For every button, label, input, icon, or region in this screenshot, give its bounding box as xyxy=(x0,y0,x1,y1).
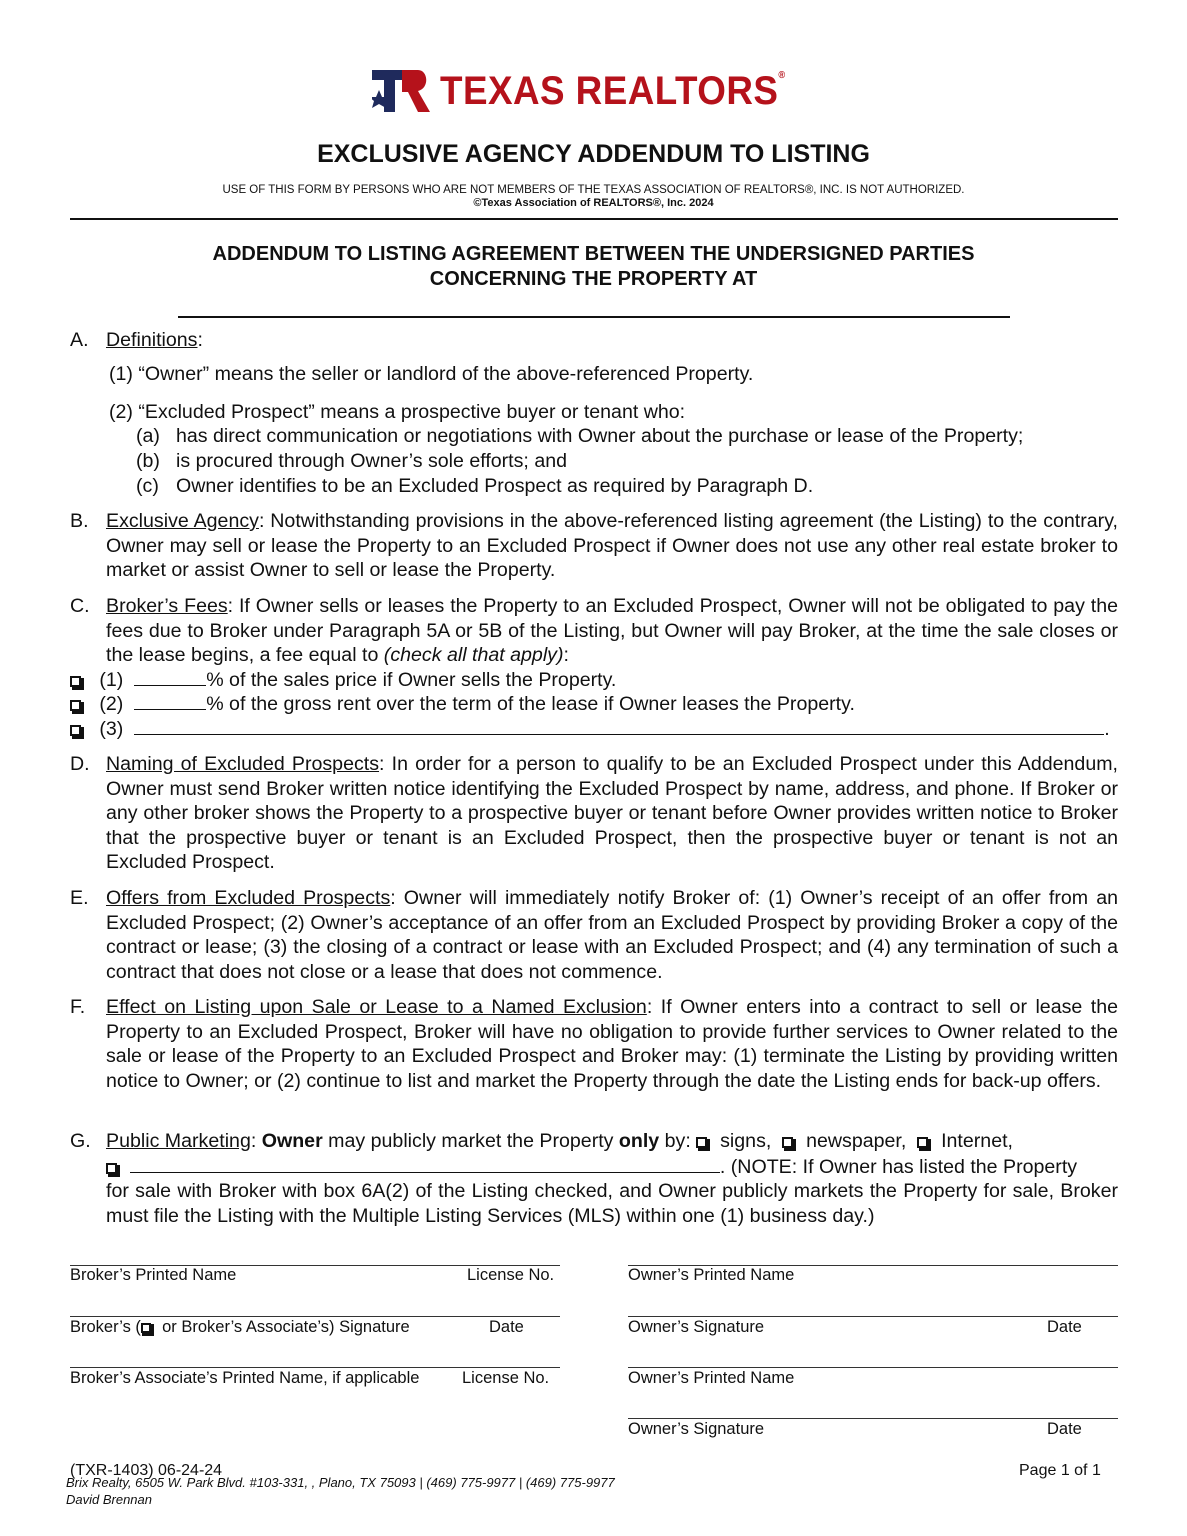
brokers-printed-name-label: Broker’s Printed Name xyxy=(70,1266,237,1284)
definition-sub-c: (c) Owner identifies to be an Excluded Prospect as required by Paragraph D. xyxy=(136,475,814,497)
fee-option-3-checkbox[interactable] xyxy=(70,725,81,736)
section-b xyxy=(70,509,1118,583)
other-marketing-checkbox[interactable] xyxy=(106,1163,117,1174)
date-label: Date xyxy=(489,1318,524,1336)
section-e xyxy=(70,886,1118,984)
section-heading: Exclusive Agency xyxy=(106,510,259,532)
section-heading: Effect on Listing upon Sale or Lease to a Named Exclusion xyxy=(106,996,647,1018)
section-letter: D. xyxy=(70,753,90,775)
section-heading: Naming of Excluded Prospects xyxy=(106,753,380,775)
fee-option-2: (2) % of the gross rent over the term of the lease if Owner leases the Property. xyxy=(70,691,855,717)
owners-signature-line[interactable] xyxy=(628,1316,1118,1317)
texas-realtors-logo xyxy=(0,68,1187,114)
brokers-signature-line[interactable] xyxy=(70,1316,560,1317)
section-text: : In order for a person to qualify to be an Excluded Prospect under this Addendum, Owner must send Broker written notice identifying the Excluded Prospect by name, address, and phone. If Broker or any other broker shows the Property to a prospective buyer or tenant before Owner provides written notice to Broker that the prospective buyer or tenant is an Excluded Prospect, then the prospective buyer or tenant is not an Excluded Prospect. xyxy=(106,753,1118,874)
other-marketing-field[interactable] xyxy=(130,1154,720,1173)
fee-option-2-checkbox[interactable] xyxy=(70,700,81,711)
signs-checkbox[interactable] xyxy=(696,1137,707,1148)
usage-notice-text: USE OF THIS FORM BY PERSONS WHO ARE NOT MEMBERS OF THE TEXAS ASSOCIATION OF REALTORS®, INC. IS NOT AUTHORIZED. xyxy=(222,184,965,196)
form-title: EXCLUSIVE AGENCY ADDENDUM TO LISTING xyxy=(317,140,870,168)
header-rule xyxy=(70,218,1118,220)
subtitle-line-1: ADDENDUM TO LISTING AGREEMENT BETWEEN THE UNDERSIGNED PARTIES xyxy=(212,243,975,265)
owners-signature-line[interactable] xyxy=(628,1418,1118,1419)
definition-sub-b: (b) is procured through Owner’s sole efforts; and xyxy=(136,450,568,472)
owners-signature-label: Owner’s Signature xyxy=(628,1318,765,1336)
section-heading: Definitions xyxy=(106,329,198,351)
owners-printed-name-label: Owner’s Printed Name xyxy=(628,1369,795,1387)
usage-notice xyxy=(0,184,1187,210)
tr-logo-icon xyxy=(372,68,432,114)
section-a: A. Definitions: xyxy=(70,329,203,351)
section-text: : If Owner enters into a contract to sell or lease the Property to an Excluded Prospect, Broker will have no obligation to provide further services to Owner related to the sale or lease of the Property to an Excluded Prospect and Broker may: (1) terminate the Listing by providing written notice to Owner; or (2) continue to list and market the Property through the date the Listing ends for back-up offers. xyxy=(106,996,1119,1092)
owners-printed-name-line[interactable] xyxy=(628,1367,1118,1368)
section-g-note: for sale with Broker with box 6A(2) of the Listing checked, and Owner publicly markets the Property for sale, Broker must file the Listing with the Multiple Listing Services (MLS) within one (1) business day.) xyxy=(106,1180,1118,1227)
associate-signature-checkbox[interactable] xyxy=(141,1323,151,1333)
associate-printed-name-line[interactable] xyxy=(70,1367,560,1368)
section-g-line-2: . (NOTE: If Owner has listed the Property xyxy=(106,1154,1118,1180)
definition-owner: (1) “Owner” means the seller or landlord of the above-referenced Property. xyxy=(109,363,754,385)
section-text: : If Owner sells or leases the Property to an Excluded Prospect, Owner will not be obligated to pay the fees due to Broker under Paragraph 5A or 5B of the Listing, but Owner will pay Broker, at the time the sale closes or the lease begins, a fee equal to xyxy=(106,595,1118,667)
fee-option-3: (3) . xyxy=(70,716,1110,742)
form-id: (TXR-1403) 06-24-24 xyxy=(70,1462,223,1479)
date-label: Date xyxy=(1047,1420,1082,1438)
section-letter: G. xyxy=(70,1130,91,1152)
license-no-label: License No. xyxy=(462,1369,550,1387)
definition-excluded-prospect: (2) “Excluded Prospect” means a prospective buyer or tenant who: xyxy=(109,401,686,423)
section-d xyxy=(70,752,1118,875)
section-text: : Owner will immediately notify Broker of: (1) Owner’s receipt of an offer from an Excluded Prospect; (2) Owner’s acceptance of an offer from an Excluded Prospect by providing Broker a copy of the contract or lease; (3) the closing of a contract or lease with an Excluded Prospect; and (4) any termination of such a contract that does not close or a lease that does not commence. xyxy=(106,887,1118,983)
section-c: C. Broker’s Fees: If Owner sells or leases the Property to an Excluded Prospect, Owner will not be obligated to pay the fees due to Broker under Paragraph 5A or 5B of the Listing, but Owner will pay Broker, at the time the sale closes or the lease begins, a fee equal to (check all that apply): xyxy=(70,595,1118,667)
section-g: G. Public Marketing: Owner may publicly market the Property only by: signs, newspaper, Internet, xyxy=(70,1130,1013,1152)
associate-printed-name-label: Broker’s Associate’s Printed Name, if applicable xyxy=(70,1369,420,1387)
subtitle-line-2: CONCERNING THE PROPERTY AT xyxy=(429,268,758,290)
internet-checkbox[interactable] xyxy=(917,1137,928,1148)
section-letter: B. xyxy=(70,510,89,532)
newspaper-checkbox[interactable] xyxy=(782,1137,793,1148)
license-no-label: License No. xyxy=(467,1266,555,1284)
fee-option-1-checkbox[interactable] xyxy=(70,676,81,687)
brokers-signature-label: Broker’s ( or Broker’s Associate’s) Signature xyxy=(70,1318,410,1336)
rent-percent-field[interactable] xyxy=(134,691,206,710)
owners-signature-label: Owner’s Signature xyxy=(628,1420,765,1438)
section-f xyxy=(70,995,1118,1093)
agent-name: David Brennan xyxy=(66,1492,152,1507)
other-fee-field[interactable] xyxy=(134,716,1104,735)
section-letter: E. xyxy=(70,887,89,909)
logo-wordmark: TEXAS REALTORS® xyxy=(439,69,786,113)
section-heading: Offers from Excluded Prospects xyxy=(106,887,391,909)
definition-sub-a: (a) has direct communication or negotiations with Owner about the purchase or lease of the Property; xyxy=(136,425,1024,447)
section-letter: C. xyxy=(70,595,90,617)
page-number: Page 1 of 1 xyxy=(1019,1462,1101,1479)
section-letter: A. xyxy=(70,329,89,351)
section-heading: Public Marketing xyxy=(106,1130,251,1152)
property-address-field[interactable] xyxy=(178,316,1010,318)
fee-option-1: (1) % of the sales price if Owner sells the Property. xyxy=(70,667,616,693)
section-text: : Notwithstanding provisions in the above-referenced listing agreement (the Listing) to the contrary, Owner may sell or lease the Property to an Excluded Prospect if Owner does not use any other real estate broker to market or assist Owner to sell or lease the Property. xyxy=(106,510,1118,582)
addendum-subtitle xyxy=(0,242,1187,292)
brokerage-address: Brix Realty, 6505 W. Park Blvd. #103-331, , Plano, TX 75093 | (469) 775-9977 | (469) 775-9977 xyxy=(66,1475,615,1490)
section-letter: F. xyxy=(70,996,86,1018)
brokerage-info xyxy=(66,1474,615,1508)
date-label: Date xyxy=(1047,1318,1082,1336)
section-heading: Broker’s Fees xyxy=(106,595,228,617)
copyright: ©Texas Association of REALTORS®, Inc. 2024 xyxy=(473,197,714,209)
owners-printed-name-label: Owner’s Printed Name xyxy=(628,1266,795,1284)
sales-percent-field[interactable] xyxy=(134,667,206,686)
